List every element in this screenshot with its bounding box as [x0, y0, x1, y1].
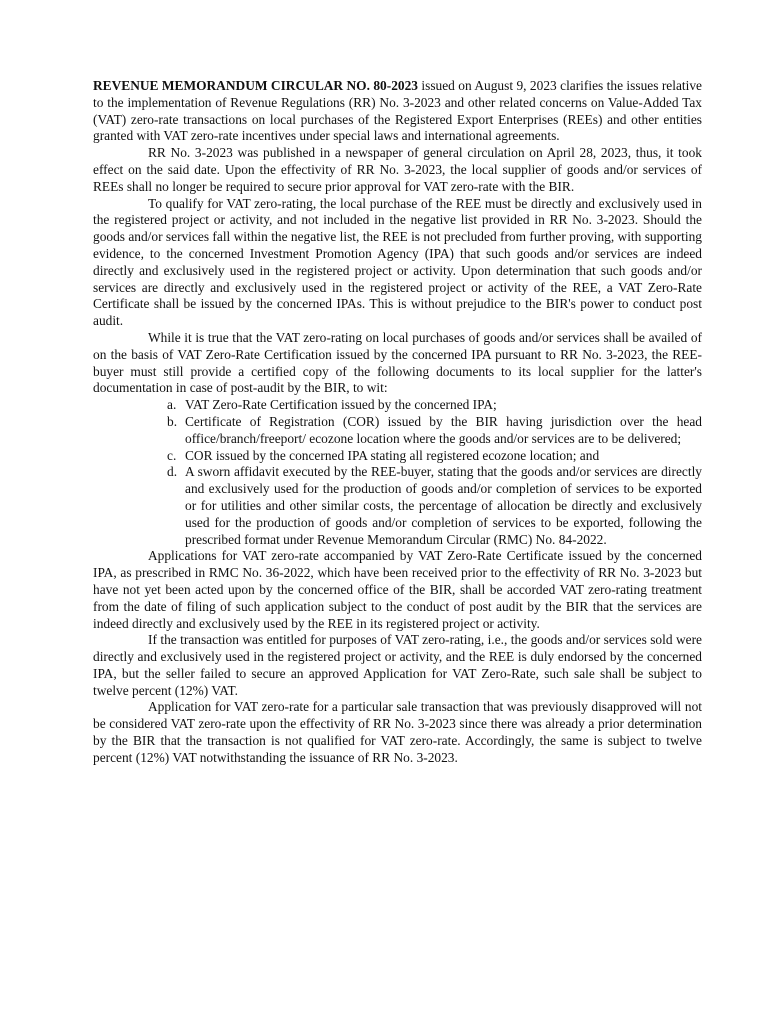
list-item-text: COR issued by the concerned IPA stating all registered ecozone location; and: [185, 447, 600, 463]
list-marker: b.: [167, 413, 178, 429]
memo-page: [93, 78, 702, 767]
list-item-text: Certificate of Registration (COR) issued by the BIR having jurisdiction over the head office/branch/freeport/ ecozone location where the goods and/or services are to be delivered;: [185, 413, 702, 446]
list-item: [167, 397, 702, 414]
list-marker: a.: [167, 397, 177, 413]
list-marker: c.: [167, 447, 177, 463]
list-item: [167, 414, 702, 448]
list-marker: d.: [167, 464, 178, 480]
paragraph-documents: While it is true that the VAT zero-rating on local purchases of goods and/or services shall be availed of on the basis of VAT Zero-Rate Certification issued by the concerned IPA pursuant to RR No. 3-2023, the REE-buyer must still provide a certified copy of the following documents to its local supplier for the latter's documentation in case of post-audit by the BIR, to wit:: [93, 329, 702, 396]
paragraph-qualification: To qualify for VAT zero-rating, the local purchase of the REE must be directly and exclusively used in the registered project or activity, and not included in the negative list provided in RR No. 3-2023. Should the goods and/or services fall within the negative list, the REE is not precluded from further proving, with supporting evidence, to the concerned Investment Promotion Agency (IPA) that such goods and/or services are indeed directly and exclusively used in the registered project or activity. Upon determination that such goods and/or services are directly and exclusively used in the registered project or activity of the REE, a VAT Zero-Rate Certificate shall be issued by the concerned IPAs. This is without prejudice to the BIR's power to conduct post audit.: [93, 195, 702, 329]
paragraph-pending-applications: Applications for VAT zero-rate accompanied by VAT Zero-Rate Certificate issued by the concerned IPA, as prescribed in RMC No. 36-2022, which have been received prior to the effectivity of RR No. 3-2023 but have not yet been acted upon by the concerned office of the BIR, shall be accorded VAT zero-rating treatment from the date of filing of such application subject to the conduct of post audit by the BIR that the services are indeed directly and exclusively used by the REE in its registered project or activity.: [93, 548, 702, 631]
memo-title: REVENUE MEMORANDUM CIRCULAR NO. 80-2023: [93, 78, 418, 93]
list-item: [167, 448, 702, 465]
list-item-text: VAT Zero-Rate Certification issued by the concerned IPA;: [185, 397, 497, 413]
intro-paragraph: [93, 78, 702, 145]
paragraph-entitled-transactions: If the transaction was entitled for purposes of VAT zero-rating, i.e., the goods and/or services sold were directly and exclusively used in the registered project or activity, and the REE is duly endorsed by the concerned IPA, but the seller failed to secure an approved Application for VAT Zero-Rate, such sale shall be subject to twelve percent (12%) VAT.: [93, 632, 702, 698]
paragraph-disapproved-applications: Application for VAT zero-rate for a particular sale transaction that was previously disapproved will not be considered VAT zero-rate upon the effectivity of RR No. 3-2023 since there was already a prior determination by the BIR that the transaction is not qualified for VAT zero-rate. Accordingly, the same is subject to twelve percent (12%) VAT notwithstanding the issuance of RR No. 3-2023.: [93, 699, 702, 765]
list-item-text: A sworn affidavit executed by the REE-buyer, stating that the goods and/or services are directly and exclusively used for the production of goods and/or completion of services to be exported or for utilities and other similar costs, the percentage of allocation be directly and exclusively used for the production of goods and/or completion of services to be exported, following the prescribed format under Revenue Memorandum Circular (RMC) No. 84-2022.: [185, 464, 702, 547]
paragraph-effectivity: RR No. 3-2023 was published in a newspaper of general circulation on April 28, 2023, thus, it took effect on the said date. Upon the effectivity of RR No. 3-2023, the local supplier of goods and/or services of REEs shall no longer be required to secure prior approval for VAT zero-rate with the BIR.: [93, 145, 702, 194]
document-list: [93, 397, 702, 548]
intro-text: issued on August 9, 2023 clarifies the issues relative to the implementation of Revenue Regulations (RR) No. 3-2023 and other related concerns on Value-Added Tax (VAT) zero-rate transactions on local purchases of the Registered Export Enterprises (REEs) and other entities granted with VAT zero-rate incentives under special laws and international agreements.: [93, 78, 702, 144]
list-item: [167, 464, 702, 548]
